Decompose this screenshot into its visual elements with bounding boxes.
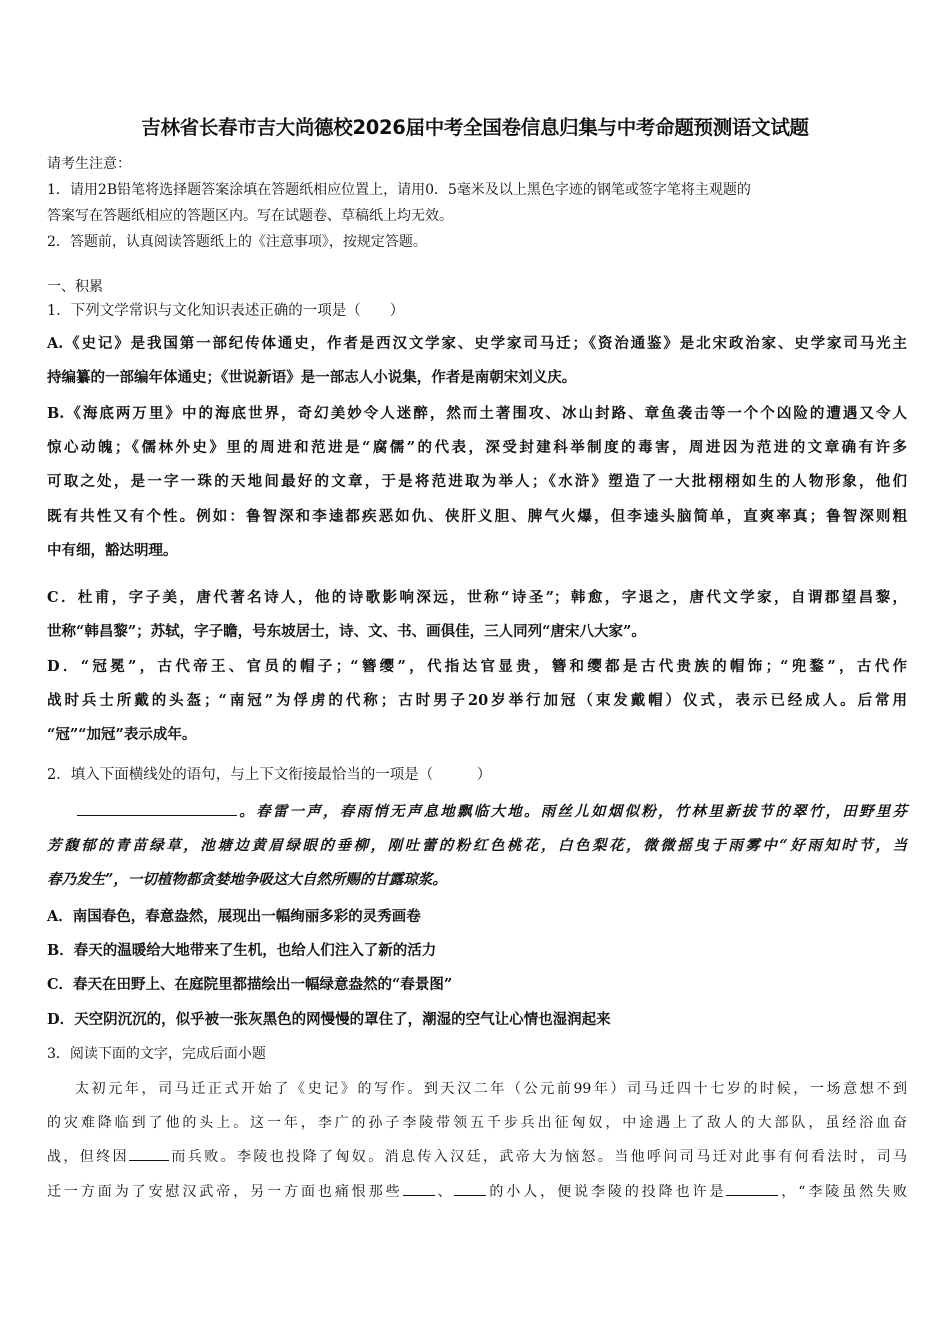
option-line: “冠”“加冠”表示成年。	[47, 726, 197, 744]
option-line: 既有共性又有个性。例如：鲁智深和李逵都疾恶如仇、侠肝义胆、脾气火爆，但李逵头脑简单，直爽率真；鲁智深则粗	[47, 507, 907, 525]
answer-blank	[403, 1181, 435, 1196]
question-3-passage	[47, 1072, 907, 1209]
passage-text: ，“李陵虽然失败	[778, 1183, 908, 1200]
passage-line: 春乃发生”，一切植物都贪婪地争吸这大自然所赐的甘露琼浆。	[47, 871, 447, 889]
question-1-option-b	[47, 397, 907, 568]
passage-line: 芳馥郁的青苗绿草，池塘边黄眉绿眼的垂柳，刚吐蕾的粉红色桃花，白色梨花，微微摇曳于雨雾中“好雨知时节，当	[47, 837, 907, 855]
passage-line	[47, 1175, 907, 1209]
option-line: 世称“韩昌黎”；苏轼，字子瞻，号东坡居士，诗、文、书、画俱佳，三人同列“唐宋八大家”。	[47, 623, 646, 641]
notice-item-2: 2．答题前，认真阅读答题纸上的《注意事项》，按规定答题。	[47, 234, 427, 250]
candidate-notice	[47, 151, 907, 255]
option-line: C．杜甫，字子美，唐代著名诗人，他的诗歌影响深远，世称“诗圣”；韩愈，字退之，唐代文学家，自谓郡望昌黎，	[47, 589, 907, 606]
question-2-options	[47, 900, 907, 1037]
notice-item-1-line-2: 答案写在答题纸相应的答题区内。写在试题卷、草稿纸上均无效。	[47, 208, 453, 224]
option-line: 惊心动魄；《儒林外史》里的周进和范进是“腐儒”的代表，深受封建科举制度的毒害，周进因为范进的文章确有许多	[47, 439, 907, 457]
passage-line	[47, 1140, 907, 1174]
option-line: 战时兵士所戴的头盔；“南冠”为俘虏的代称；古时男子20岁举行加冠（束发戴帽）仪式，表示已经成人。后常用	[47, 692, 907, 710]
passage-text: 的小人，便说李陵的投降也许是	[486, 1183, 727, 1200]
question-1-stem: 1．下列文学常识与文化知识表述正确的一项是（ ）	[47, 303, 405, 319]
exam-title: 吉林省长春市吉大尚德校2026届中考全国卷信息归集与中考命题预测语文试题	[141, 116, 809, 139]
question-2-option-c: C．春天在田野上、在庭院里都描绘出一幅绿意盎然的“春景图”	[47, 976, 453, 994]
section-title: 一、积累	[47, 279, 103, 295]
answer-blank	[454, 1181, 486, 1196]
notice-heading: 请考生注意：	[47, 156, 131, 172]
question-2-option-d: D．天空阴沉沉的，似乎被一张灰黑色的网慢慢的罩住了，潮湿的空气让心情也湿润起来	[47, 1010, 611, 1028]
option-line: 中有细，豁达明理。	[47, 541, 178, 559]
passage-text: 、	[434, 1183, 455, 1200]
passage-text: 战，但终因	[47, 1149, 129, 1166]
passage-line	[47, 795, 907, 829]
question-2-passage	[47, 795, 907, 898]
passage-line: 的灾难降临到了他的头上。这一年，李广的孙子李陵带领五千步兵出征匈奴，中途遇上了敌人的大部队，虽经浴血奋	[47, 1115, 907, 1132]
answer-blank	[726, 1181, 778, 1196]
option-line: A.《史记》是我国第一部纪传体通史，作者是西汉文学家、史学家司马迁；《资治通鉴》是北宋政治家、史学家司马光主	[47, 335, 907, 352]
answer-blank	[77, 799, 237, 816]
passage-line: 太初元年，司马迁正式开始了《史记》的写作。到天汉二年（公元前99年）司马迁四十七岁的时候，一场意想不到	[75, 1081, 907, 1097]
passage-text: 而兵败。李陵也投降了匈奴。消息传入汉廷，武帝大为恼怒。当他呼问司马迁对此事有何看法时，司马	[169, 1149, 907, 1166]
notice-item-1-line-1: 1．请用2B铅笔将选择题答案涂填在答题纸相应位置上，请用0．5毫米及以上黑色字迹的钢笔或签字笔将主观题的	[47, 182, 751, 198]
passage-text: 迁一方面为了安慰汉武帝，另一方面也痛恨那些	[47, 1183, 403, 1200]
passage-text: 。春雷一声，春雨悄无声息地飘临大地。雨丝儿如烟似粉，竹林里新拔节的翠竹，田野里芬	[237, 803, 907, 820]
question-3-stem: 3．阅读下面的文字，完成后面小题	[47, 1046, 266, 1062]
option-line: 可取之处，是一字一珠的天地间最好的文章，于是将范进取为举人；《水浒》塑造了一大批栩栩如生的人物形象，他们	[47, 473, 907, 491]
question-1-option-d	[47, 650, 907, 753]
question-2-option-a: A．南国春色，春意盎然，展现出一幅绚丽多彩的灵秀画卷	[47, 908, 421, 925]
answer-blank	[129, 1146, 169, 1161]
option-line: B.《海底两万里》中的海底世界，奇幻美妙令人迷醉，然而土著围攻、冰山封路、章鱼袭击等一个个凶险的遭遇又令人	[47, 405, 907, 422]
question-1-option-a	[47, 327, 907, 395]
option-line: 持编纂的一部编年体通史；《世说新语》是一部志人小说集，作者是南朝宋刘义庆。	[47, 369, 577, 387]
option-line: D．“冠冕”，古代帝王、官员的帽子；“簪缨”，代指达官显贵，簪和缨都是古代贵族的帽饰；“兜鍪”，古代作	[47, 658, 907, 675]
question-2-stem: 2．填入下面横线处的语句，与上下文衔接最恰当的一项是（ ）	[47, 767, 492, 783]
question-2-option-b: B．春天的温暖给大地带来了生机，也给人们注入了新的活力	[47, 942, 437, 960]
question-1-option-c	[47, 581, 907, 649]
